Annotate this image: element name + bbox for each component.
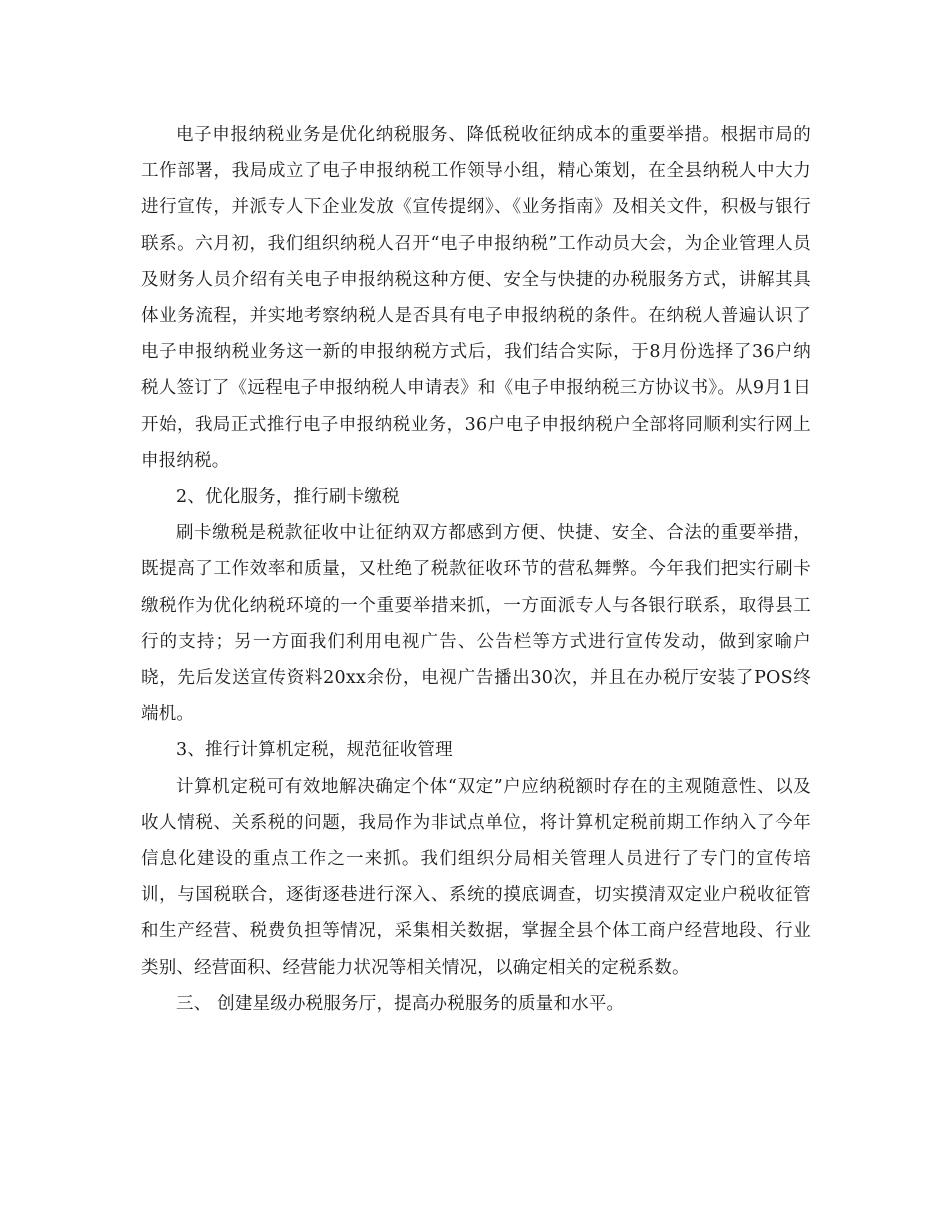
paragraph-card-payment: 刷卡缴税是税款征收中让征纳双方都感到方便、快捷、安全、合法的重要举措，既提高了工作效率和质量，又杜绝了税款征收环节的营私舞弊。今年我们把实行刷卡缴税作为优化纳税环境的一个重要举措来抓，一方面派专人与各银行联系，取得县工行的支持；另一方面我们利用电视广告、公告栏等方式进行宣传发动，做到家喻户晓，先后发送宣传资料20xx余份，电视广告播出30次，并且在办税厅安装了POS终端机。 [141,523,811,725]
document-body [141,117,811,1022]
paragraph-electronic-filing: 电子申报纳税业务是优化纳税服务、降低税收征纳成本的重要举措。根据市局的工作部署，我局成立了电子申报纳税工作领导小组，精心策划，在全县纳税人中大力进行宣传，并派专人下企业发放《宣传提纲》、《业务指南》及相关文件，积极与银行联系。六月初，我们组织纳税人召开“电子申报纳税”工作动员大会，为企业管理人员及财务人员介绍有关电子申报纳税这种方便、安全与快捷的办税服务方式，讲解其具体业务流程，并实地考察纳税人是否具有电子申报纳税的条件。在纳税人普遍认识了电子申报纳税业务这一新的申报纳税方式后，我们结合实际，于8月份选择了36户纳税人签订了《远程电子申报纳税人申请表》和《电子申报纳税三方协议书》。从9月1日开始，我局正式推行电子申报纳税业务，36户电子申报纳税户全部将同顺利实行网上申报纳税。 [141,125,811,471]
section-heading-computer-tax: 3、推行计算机定税，规范征收管理 [176,740,453,761]
section-heading-star-service-hall: 三、 创建星级办税服务厅，提高办税服务的质量和水平。 [176,993,625,1014]
paragraph-computer-tax: 计算机定税可有效地解决确定个体“双定”户应纳税额时存在的主观随意性、以及收人情税、关系税的问题，我局作为非试点单位，将计算机定税前期工作纳入了今年信息化建设的重点工作之一来抓。我们组织分局相关管理人员进行了专门的宣传培训，与国税联合，逐街逐巷进行深入、系统的摸底调查，切实摸清双定业户税收征管和生产经营、税费负担等情况，采集相关数据，掌握全县个体工商户经营地段、行业类别、经营面积、经营能力状况等相关情况，以确定相关的定税系数。 [141,776,811,978]
section-heading-card-payment: 2、优化服务，推行刷卡缴税 [176,487,400,508]
